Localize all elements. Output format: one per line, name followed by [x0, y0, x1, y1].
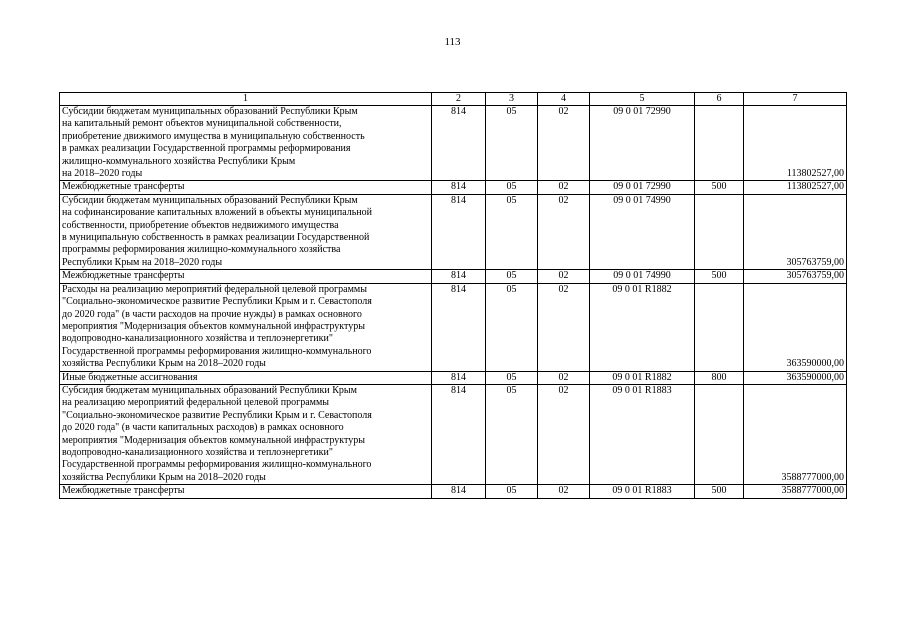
description-line: водопроводно-канализационного хозяйства и теплоэнергетики": [62, 333, 333, 345]
code-cell-c6: 500: [695, 181, 744, 194]
amount-cell: 305763759,00: [744, 270, 847, 283]
code-cell-c2: 814: [432, 283, 486, 371]
description-cell: [60, 283, 432, 371]
description-line: хозяйства Республики Крым на 2018–2020 годы: [62, 471, 266, 483]
description-line: "Социально-экономическое развитие Республики Крым и г. Севастополя: [62, 409, 372, 421]
code-cell-c5: 09 0 01 74990: [590, 270, 695, 283]
code-cell-c4: 02: [538, 194, 590, 269]
program-row: [60, 106, 847, 181]
amount-cell: 363590000,00: [744, 371, 847, 384]
description-line: до 2020 года" (в части капитальных расходов) в рамках основного: [62, 422, 344, 434]
description-line: на 2018–2020 годы: [62, 168, 143, 180]
code-cell-c5: 09 0 01 R1883: [590, 485, 695, 498]
code-cell-c2: 814: [432, 485, 486, 498]
header-cell-7: 7: [744, 93, 847, 106]
transfer-row: [60, 270, 847, 283]
code-cell-c3: 05: [486, 106, 538, 181]
program-row: [60, 283, 847, 371]
code-cell-c2: 814: [432, 371, 486, 384]
header-cell-6: 6: [695, 93, 744, 106]
description-line: Межбюджетные трансферты: [62, 485, 185, 497]
code-cell-c6: [695, 283, 744, 371]
amount-cell: 363590000,00: [744, 283, 847, 371]
code-cell-c3: 05: [486, 283, 538, 371]
transfer-row: [60, 371, 847, 384]
program-row: [60, 194, 847, 269]
budget-table: [59, 92, 847, 499]
description-line: на реализацию мероприятий федеральной целевой программы: [62, 397, 330, 409]
code-cell-c4: 02: [538, 181, 590, 194]
description-line: Субсидии бюджетам муниципальных образований Республики Крым: [62, 106, 358, 117]
code-cell-c6: 800: [695, 371, 744, 384]
description-line: программы реформирования жилищно-коммунального хозяйства: [62, 244, 341, 256]
amount-cell: 3588777000,00: [744, 485, 847, 498]
code-cell-c2: 814: [432, 270, 486, 283]
code-cell-c2: 814: [432, 384, 486, 484]
code-cell-c4: 02: [538, 384, 590, 484]
code-cell-c2: 814: [432, 106, 486, 181]
header-cell-5: 5: [590, 93, 695, 106]
description-cell: [60, 270, 432, 283]
description-line: Иные бюджетные ассигнования: [62, 371, 198, 383]
code-cell-c6: 500: [695, 270, 744, 283]
code-cell-c6: [695, 106, 744, 181]
code-cell-c2: 814: [432, 181, 486, 194]
description-line: Расходы на реализацию мероприятий федеральной целевой программы: [62, 283, 367, 295]
description-line: Республики Крым на 2018–2020 годы: [62, 256, 223, 268]
description-line: Государственной программы реформирования жилищно-коммунального: [62, 345, 372, 357]
code-cell-c2: 814: [432, 194, 486, 269]
description-line: до 2020 года" (в части расходов на прочие нужды) в рамках основного: [62, 308, 362, 320]
header-cell-1: 1: [60, 93, 432, 106]
code-cell-c4: 02: [538, 283, 590, 371]
description-line: водопроводно-канализационного хозяйства и теплоэнергетики": [62, 446, 333, 458]
code-cell-c3: 05: [486, 384, 538, 484]
code-cell-c5: 09 0 01 R1882: [590, 371, 695, 384]
code-cell-c4: 02: [538, 270, 590, 283]
amount-cell: 305763759,00: [744, 194, 847, 269]
transfer-row: [60, 485, 847, 498]
code-cell-c4: 02: [538, 485, 590, 498]
code-cell-c6: [695, 194, 744, 269]
description-line: мероприятия "Модернизация объектов коммунальной инфраструктуры: [62, 320, 365, 332]
code-cell-c6: 500: [695, 485, 744, 498]
description-line: жилищно-коммунального хозяйства Республики Крым: [62, 155, 296, 167]
code-cell-c5: 09 0 01 74990: [590, 194, 695, 269]
description-line: Межбюджетные трансферты: [62, 181, 185, 193]
code-cell-c3: 05: [486, 371, 538, 384]
description-cell: [60, 194, 432, 269]
description-cell: [60, 371, 432, 384]
description-line: в рамках реализации Государственной программы реформирования: [62, 143, 351, 155]
code-cell-c5: 09 0 01 72990: [590, 106, 695, 181]
code-cell-c5: 09 0 01 R1882: [590, 283, 695, 371]
description-line: Субсидии бюджетам муниципальных образований Республики Крым: [62, 194, 358, 206]
code-cell-c3: 05: [486, 270, 538, 283]
description-line: Государственной программы реформирования жилищно-коммунального: [62, 459, 372, 471]
table-header-row: [60, 93, 847, 106]
amount-cell: 113802527,00: [744, 181, 847, 194]
amount-cell: 113802527,00: [744, 106, 847, 181]
header-cell-2: 2: [432, 93, 486, 106]
description-line: приобретение движимого имущества в муниципальную собственность: [62, 130, 365, 142]
header-cell-3: 3: [486, 93, 538, 106]
program-row: [60, 384, 847, 484]
description-cell: [60, 106, 432, 181]
description-cell: [60, 384, 432, 484]
description-line: Субсидия бюджетам муниципальных образований Республики Крым: [62, 384, 357, 396]
description-line: на софинансирование капитальных вложений в объекты муниципальной: [62, 207, 372, 219]
code-cell-c5: 09 0 01 72990: [590, 181, 695, 194]
transfer-row: [60, 181, 847, 194]
description-line: собственности, приобретение объектов недвижимого имущества: [62, 219, 339, 231]
description-cell: [60, 181, 432, 194]
code-cell-c4: 02: [538, 371, 590, 384]
description-cell: [60, 485, 432, 498]
header-cell-4: 4: [538, 93, 590, 106]
code-cell-c4: 02: [538, 106, 590, 181]
description-line: на капитальный ремонт объектов муниципальной собственности,: [62, 118, 342, 130]
code-cell-c3: 05: [486, 485, 538, 498]
description-line: хозяйства Республики Крым на 2018–2020 годы: [62, 358, 266, 370]
code-cell-c5: 09 0 01 R1883: [590, 384, 695, 484]
description-line: мероприятия "Модернизация объектов коммунальной инфраструктуры: [62, 434, 365, 446]
amount-cell: 3588777000,00: [744, 384, 847, 484]
description-line: в муниципальную собственность в рамках реализации Государственной: [62, 232, 370, 244]
code-cell-c3: 05: [486, 194, 538, 269]
description-line: "Социально-экономическое развитие Республики Крым и г. Севастополя: [62, 296, 372, 308]
code-cell-c6: [695, 384, 744, 484]
description-line: Межбюджетные трансферты: [62, 270, 185, 282]
page-number: 113: [444, 36, 461, 48]
code-cell-c3: 05: [486, 181, 538, 194]
